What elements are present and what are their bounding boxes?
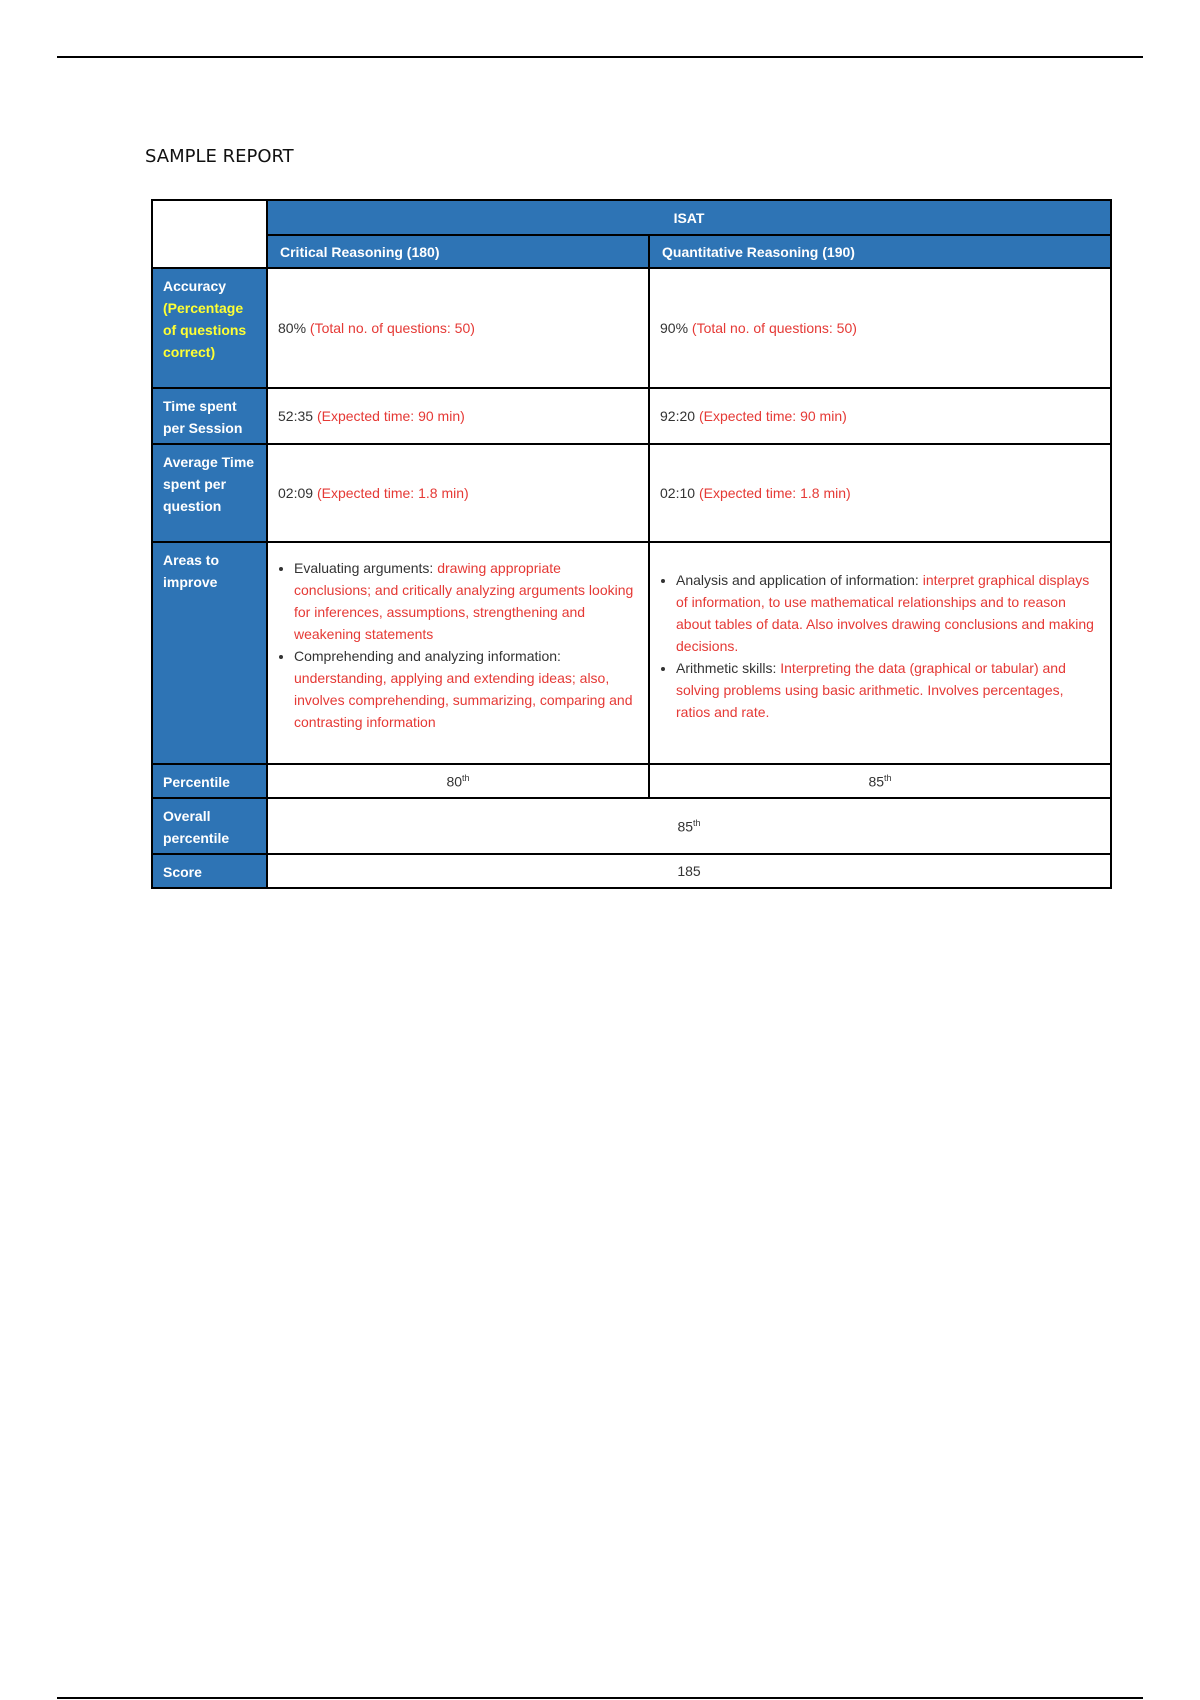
cell-value: 85 [868, 773, 885, 790]
cell-value: 85 [677, 818, 694, 835]
cell-note: (Expected time: 90 min) [698, 408, 847, 424]
cell-time-session-qr [649, 388, 1111, 444]
cell-percentile-cr [267, 764, 649, 798]
table-row-score [152, 854, 1111, 888]
corner-cell [152, 200, 267, 268]
table-row-accuracy [152, 268, 1111, 388]
item-head: Arithmetic skills: [676, 660, 777, 676]
report-table [151, 199, 1112, 889]
cell-overall-percentile [267, 798, 1111, 854]
cell-average-time-cr [267, 444, 649, 542]
cell-value: 92:20 [660, 408, 696, 424]
list-item [676, 569, 1100, 657]
bottom-rule [57, 1697, 1143, 1699]
list-item [294, 645, 638, 733]
cell-value: 02:09 [278, 485, 314, 501]
item-detail: interpret graphical displays of information, to use mathematical relationships and to reason about tables of data. Also involves drawing conclusions and making decisions. [676, 572, 1094, 654]
row-label-accuracy [152, 268, 267, 388]
list-item [676, 657, 1100, 723]
top-rule [57, 56, 1143, 58]
row-label-time-session: Time spent per Session [152, 388, 267, 444]
row-label-note: (Percentage of questions correct) [163, 300, 247, 360]
cell-score: 185 [267, 854, 1111, 888]
areas-list-qr [660, 569, 1100, 723]
table-row-time-session [152, 388, 1111, 444]
row-label-text: Accuracy [163, 278, 227, 294]
group-header: ISAT [267, 200, 1111, 235]
table-row-areas-to-improve [152, 542, 1111, 764]
item-head: Analysis and application of information: [676, 572, 919, 588]
item-detail: drawing appropriate conclusions; and critically analyzing arguments looking for inferences, assumptions, strengthening and weakening statements [294, 560, 634, 642]
cell-note: (Expected time: 90 min) [316, 408, 465, 424]
row-label-overall-percentile: Overall percentile [152, 798, 267, 854]
ordinal-suffix: th [884, 772, 892, 783]
cell-value: 90% [660, 320, 689, 336]
row-label-average-time: Average Time spent per question [152, 444, 267, 542]
cell-accuracy-cr [267, 268, 649, 388]
item-head: Evaluating arguments: [294, 560, 434, 576]
cell-time-session-cr [267, 388, 649, 444]
table-row-average-time [152, 444, 1111, 542]
item-head: Comprehending and analyzing information: [294, 648, 561, 664]
item-detail: understanding, applying and extending ideas; also, involves comprehending, summarizing, comparing and contrasting information [294, 670, 633, 730]
column-header-critical-reasoning: Critical Reasoning (180) [267, 235, 649, 268]
table-row-percentile [152, 764, 1111, 798]
ordinal-suffix: th [693, 817, 701, 828]
cell-note: (Total no. of questions: 50) [309, 320, 475, 336]
cell-percentile-qr [649, 764, 1111, 798]
row-label-score: Score [152, 854, 267, 888]
column-header-quantitative-reasoning: Quantitative Reasoning (190) [649, 235, 1111, 268]
cell-note: (Expected time: 1.8 min) [316, 485, 469, 501]
cell-areas-cr [267, 542, 649, 764]
cell-note: (Expected time: 1.8 min) [698, 485, 851, 501]
cell-value: 80 [446, 773, 463, 790]
cell-value: 80% [278, 320, 307, 336]
item-detail: Interpreting the data (graphical or tabular) and solving problems using basic arithmetic. Involves percentages, ratios and rate. [676, 660, 1066, 720]
cell-note: (Total no. of questions: 50) [691, 320, 857, 336]
page-title: SAMPLE REPORT [145, 146, 294, 167]
areas-list-cr [278, 557, 638, 733]
cell-accuracy-qr [649, 268, 1111, 388]
cell-average-time-qr [649, 444, 1111, 542]
cell-value: 52:35 [278, 408, 314, 424]
row-label-percentile: Percentile [152, 764, 267, 798]
ordinal-suffix: th [462, 772, 470, 783]
table-row-overall-percentile [152, 798, 1111, 854]
cell-areas-qr [649, 542, 1111, 764]
row-label-areas-to-improve: Areas to improve [152, 542, 267, 764]
list-item [294, 557, 638, 645]
cell-value: 02:10 [660, 485, 696, 501]
